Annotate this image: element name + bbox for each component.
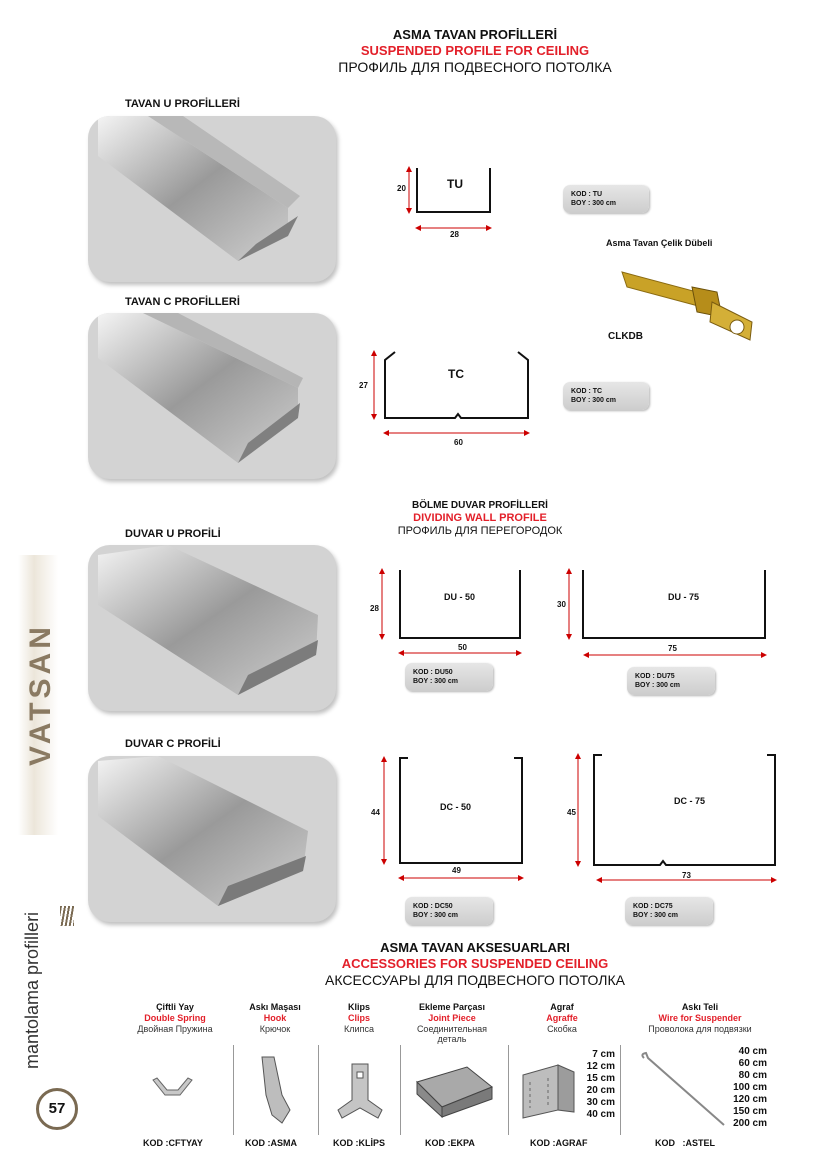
tc-drawing	[360, 340, 540, 445]
page-number-badge: 57	[36, 1088, 78, 1130]
du50-kod: KOD : DU50	[413, 669, 453, 676]
dc75-kod: KOD : DC75	[633, 903, 673, 910]
acc-title-ru: АКСЕССУАРЫ ДЛЯ ПОДВЕСНОГО ПОТОЛКА	[325, 972, 625, 988]
acc-asma-names	[236, 1002, 314, 1034]
agraf-length: 15 cm	[586, 1073, 615, 1084]
dc75-code-box	[625, 897, 713, 925]
tc-kod: KOD : TC	[571, 388, 603, 395]
agraf-length: 7 cm	[592, 1049, 615, 1060]
acc-klips-names	[322, 1002, 396, 1034]
dc50-code-box	[405, 897, 493, 925]
dubel-code: CLKDB	[608, 331, 643, 342]
main-header	[200, 27, 750, 76]
agraffe-image	[518, 1060, 580, 1122]
tc-height: 27	[359, 381, 368, 390]
agraf-length: 20 cm	[586, 1085, 615, 1096]
divider-2	[318, 1045, 319, 1135]
divider-5	[620, 1045, 621, 1135]
wall-title-en: DIVIDING WALL PROFILE	[413, 512, 547, 524]
acc-agraf-en: Agraffe	[546, 1013, 578, 1023]
wire-image	[636, 1050, 731, 1130]
acc-cftyay-kod: KOD :CFTYAY	[143, 1138, 203, 1148]
header-title-tr: ASMA TAVAN PROFİLLERİ	[392, 27, 558, 42]
tc-boy: BOY : 300 cm	[571, 397, 617, 404]
dubel-title: Asma Tavan Çelik Dübeli	[606, 238, 713, 248]
du50-width: 50	[458, 643, 467, 652]
astel-length: 120 cm	[733, 1094, 767, 1105]
astel-lengths	[720, 1046, 767, 1130]
du75-height: 30	[557, 600, 566, 609]
dc75-boy: BOY : 300 cm	[633, 912, 679, 919]
dc75-label: DC - 75	[674, 796, 706, 806]
acc-cftyay-tr: Çiftli Yay	[156, 1002, 194, 1012]
acc-klips-ru: Клипса	[344, 1024, 374, 1034]
du75-label: DU - 75	[668, 592, 700, 602]
acc-astel-tr: Askı Teli	[681, 1002, 719, 1012]
acc-ekpa-kod: KOD :EKPA	[425, 1138, 475, 1148]
du50-drawing	[370, 560, 530, 660]
tu-drawing	[395, 158, 505, 238]
side-divider-stripes	[60, 906, 74, 926]
astel-length: 200 cm	[733, 1118, 767, 1129]
header-title-en: SUSPENDED PROFILE FOR CEILING	[360, 43, 590, 58]
dc75-drawing	[560, 745, 785, 885]
acc-ekpa-names	[402, 1002, 502, 1044]
acc-astel-kod: KOD :ASTEL	[655, 1138, 715, 1148]
acc-asma-en: Hook	[263, 1013, 287, 1023]
clips-image	[330, 1062, 390, 1122]
acc-agraf-names	[512, 1002, 612, 1034]
double-spring-image	[150, 1075, 195, 1105]
acc-astel-en: Wire for Suspender	[658, 1013, 742, 1023]
dc50-width: 49	[452, 866, 461, 875]
astel-length: 80 cm	[738, 1070, 767, 1081]
tc-width: 60	[454, 438, 463, 447]
tu-label: TU	[447, 177, 463, 191]
du50-code-box	[405, 663, 493, 691]
duvar-u-photo	[88, 545, 336, 711]
astel-length: 60 cm	[738, 1058, 767, 1069]
du50-label: DU - 50	[444, 592, 476, 602]
dc75-height: 45	[567, 808, 576, 817]
acc-astel-names	[625, 1002, 775, 1034]
dc50-kod: KOD : DC50	[413, 903, 453, 910]
tu-code-box	[563, 185, 649, 213]
acc-agraf-tr: Agraf	[550, 1002, 574, 1012]
joint-piece-image	[412, 1062, 497, 1122]
duvar-c-title: DUVAR C PROFİLİ	[125, 738, 221, 750]
du75-drawing	[555, 560, 775, 660]
tu-height: 20	[397, 184, 406, 193]
side-category-label: mantolama profilleri	[22, 911, 42, 1069]
divider-1	[233, 1045, 234, 1135]
acc-ekpa-tr: Ekleme Parçası	[418, 1002, 486, 1012]
acc-asma-ru: Крючок	[259, 1024, 291, 1034]
du75-kod: KOD : DU75	[635, 673, 675, 680]
tavan-u-title: TAVAN U PROFİLLERİ	[125, 98, 240, 110]
astel-length: 40 cm	[738, 1046, 767, 1057]
duvar-u-title: DUVAR U PROFİLİ	[125, 528, 221, 540]
acc-agraf-ru: Скобка	[547, 1024, 577, 1034]
wall-title-tr: BÖLME DUVAR PROFİLLERİ	[412, 500, 548, 511]
side-brand-logo: VATSAN	[24, 623, 57, 767]
tu-kod: KOD : TU	[571, 191, 603, 198]
dc50-height: 44	[371, 808, 380, 817]
duvar-c-photo	[88, 756, 336, 922]
acc-klips-tr: Klips	[347, 1002, 370, 1012]
tu-width: 28	[450, 230, 459, 239]
agraf-lengths	[575, 1049, 615, 1121]
acc-cftyay-names	[120, 1002, 230, 1034]
acc-agraf-kod: KOD :AGRAF	[530, 1138, 588, 1148]
dc50-drawing	[370, 748, 530, 883]
tavan-c-title: TAVAN C PROFİLLERİ	[125, 296, 240, 308]
astel-length: 150 cm	[733, 1106, 767, 1117]
agraf-length: 30 cm	[586, 1097, 615, 1108]
acc-cftyay-ru: Двойная Пружина	[137, 1024, 213, 1034]
acc-title-en: ACCESSORIES FOR SUSPENDED CEILING	[341, 956, 609, 971]
du50-height: 28	[370, 604, 379, 613]
divider-4	[508, 1045, 509, 1135]
hook-image	[252, 1055, 297, 1125]
acc-asma-tr: Askı Maşası	[249, 1002, 301, 1012]
tavan-u-photo	[88, 116, 336, 282]
acc-astel-ru: Проволока для подвязки	[648, 1024, 752, 1034]
divider-3	[400, 1045, 401, 1135]
acc-klips-en: Clips	[347, 1013, 370, 1023]
acc-cftyay-en: Double Spring	[144, 1013, 206, 1023]
dc50-label: DC - 50	[440, 802, 472, 812]
du75-width: 75	[668, 644, 677, 653]
wall-title-ru: ПРОФИЛЬ ДЛЯ ПЕРЕГОРОДОК	[397, 525, 563, 537]
accessories-header	[250, 940, 700, 989]
acc-ekpa-en: Joint Piece	[428, 1013, 476, 1023]
tc-label: TC	[448, 367, 464, 381]
acc-klips-kod: KOD :KLİPS	[333, 1138, 386, 1148]
tavan-c-photo	[88, 313, 336, 479]
tc-code-box	[563, 382, 649, 410]
header-title-ru: ПРОФИЛЬ ДЛЯ ПОДВЕСНОГО ПОТОЛКА	[338, 59, 612, 75]
du75-boy: BOY : 300 cm	[635, 682, 681, 689]
dc75-width: 73	[682, 871, 691, 880]
dc50-boy: BOY : 300 cm	[413, 912, 459, 919]
acc-title-tr: ASMA TAVAN AKSESUARLARI	[380, 940, 570, 955]
agraf-length: 40 cm	[586, 1109, 615, 1120]
wall-header	[320, 500, 640, 538]
tu-boy: BOY : 300 cm	[571, 200, 617, 207]
astel-length: 100 cm	[733, 1082, 767, 1093]
du50-boy: BOY : 300 cm	[413, 678, 459, 685]
du75-code-box	[627, 667, 715, 695]
agraf-length: 12 cm	[586, 1061, 615, 1072]
acc-asma-kod: KOD :ASMA	[245, 1138, 297, 1148]
acc-ekpa-ru: Соединительная деталь	[416, 1024, 488, 1044]
